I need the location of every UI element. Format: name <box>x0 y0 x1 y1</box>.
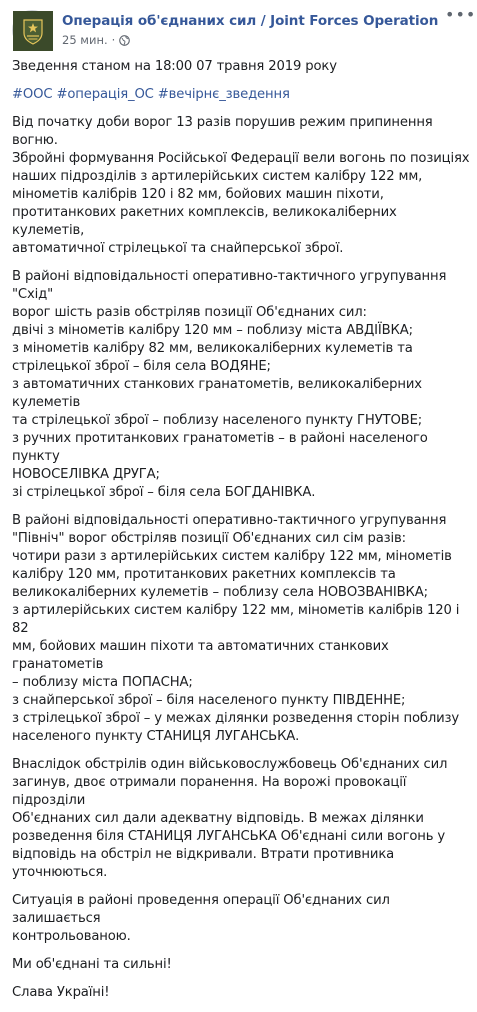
text-line: з ручних протитанкових гранатометів – в районі населеного пункту <box>12 431 428 464</box>
text-line: з мінометів калібру 82 мм, великокаліберних кулеметів та <box>12 341 413 356</box>
paragraph-east <box>12 268 470 502</box>
text-line: НОВОСЕЛІВКА ДРУГА; <box>12 467 160 482</box>
more-options-icon[interactable]: ••• <box>445 5 477 24</box>
meta-separator: · <box>111 33 116 47</box>
text-line: наших підрозділів з артилерійських систем калібру 122 мм, <box>12 169 423 184</box>
paragraph-situation <box>12 892 470 946</box>
text-line: мінометів калібрів 120 і 82 мм, бойових машин піхоти, <box>12 187 384 202</box>
text-line: – поблизу міста ПОПАСНА; <box>12 675 193 690</box>
text-line: великокаліберних кулеметів – поблизу села НОВОЗВАНІВКА; <box>12 585 428 600</box>
text-line: автоматичної стрілецької та снайперської зброї. <box>12 241 344 256</box>
text-line: контрольованою. <box>12 929 131 944</box>
hashtags <box>12 86 470 104</box>
text-line: з снайперської зброї – біля населеного пункту ПІВДЕННЕ; <box>12 693 406 708</box>
text-line: відповідь на обстріл не відкривали. Втрати противника уточнюються. <box>12 847 395 880</box>
post-header <box>12 5 477 50</box>
text-line: з артилерійських систем калібру 122 мм, мінометів калібрів 120 і 82 <box>12 603 460 636</box>
text-line: розведення біля СТАНИЦЯ ЛУГАНСЬКА Об'єднані сили вогонь у <box>12 829 446 844</box>
paragraph-glory: Слава Україні! <box>12 985 110 1000</box>
hashtag-operatsiia-os[interactable]: #операція_ОС <box>56 87 154 102</box>
post-meta <box>62 33 130 47</box>
text-line: Внаслідок обстрілів один військовослужбовець Об'єднаних сил <box>12 757 448 772</box>
text-line: загинув, двоє отримали поранення. На ворожі провокації підрозділи <box>12 775 407 808</box>
text-line: Ситуація в районі проведення операції Об'єднаних сил залишається <box>12 893 390 926</box>
text-line: зі стрілецької зброї – біля села БОГДАНІВКА. <box>12 485 316 500</box>
post-body <box>12 58 470 1012</box>
text-line: "Північ" ворог обстріляв позиції Об'єднаних сил сім разів: <box>12 531 406 546</box>
globe-icon[interactable] <box>119 35 130 46</box>
paragraph-slogan: Ми об'єднані та сильні! <box>12 957 172 972</box>
text-line: Від початку доби ворог 13 разів порушив режим припинення вогню. <box>12 115 433 148</box>
paragraph-casualties <box>12 756 470 882</box>
text-line: мм, бойових машин піхоти та автоматичних станкових гранатометів <box>12 639 389 672</box>
text-line: протитанкових ракетних комплексів, великокаліберних кулеметів, <box>12 205 397 238</box>
joint-forces-emblem-icon <box>13 11 53 51</box>
post-timestamp[interactable]: 25 мин. <box>62 33 108 47</box>
text-line: з стрілецької зброї – у межах ділянки розведення сторін поблизу <box>12 711 460 726</box>
hashtag-oos[interactable]: #ООС <box>12 87 53 102</box>
text-line: двічі з мінометів калібру 120 мм – поблизу міста АВДІЇВКА; <box>12 323 413 338</box>
text-line: з автоматичних станкових гранатометів, великокаліберних кулеметів <box>12 377 422 410</box>
text-line: чотири рази з артилерійських систем калібру 122 мм, мінометів <box>12 549 452 564</box>
text-line: калібру 120 мм, протитанкових ракетних комплексів та <box>12 567 396 582</box>
hashtag-vechirnie-zvedennia[interactable]: #вечірнє_зведення <box>157 87 290 102</box>
page-name-link[interactable]: Операція об'єднаних сил / Joint Forces Operation <box>62 13 439 29</box>
text-line: населеного пункту СТАНИЦЯ ЛУГАНСЬКА. <box>12 729 300 744</box>
text-line: В районі відповідальності оперативно-тактичного угрупування "Схід" <box>12 269 447 302</box>
text-line: стрілецької зброї – біля села ВОДЯНЕ; <box>12 359 271 374</box>
page-avatar[interactable] <box>12 10 52 50</box>
paragraph-summary <box>12 114 470 258</box>
post-title: Зведення станом на 18:00 07 травня 2019 року <box>12 59 337 74</box>
paragraph-north <box>12 512 470 746</box>
text-line: Об'єднаних сил дали адекватну відповідь. В межах ділянки <box>12 811 424 826</box>
text-line: В районі відповідальності оперативно-тактичного угрупування <box>12 513 447 528</box>
text-line: ворог шість разів обстріляв позиції Об'єднаних сил: <box>12 305 367 320</box>
text-line: Збройні формування Російської Федерації вели вогонь по позиціях <box>12 151 470 166</box>
text-line: та стрілецької зброї – поблизу населеного пункту ГНУТОВЕ; <box>12 413 423 428</box>
